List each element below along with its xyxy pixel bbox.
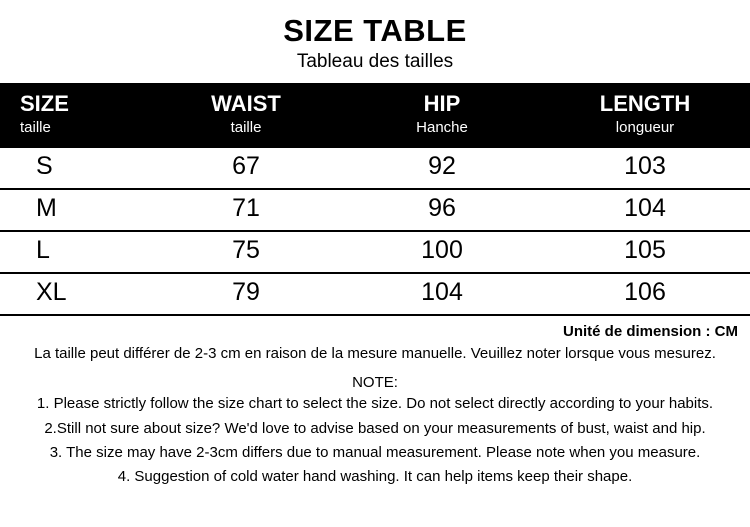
column-header-length	[540, 83, 750, 148]
cell-hip: 104	[344, 273, 540, 315]
column-header-hip-main: HIP	[423, 90, 461, 116]
table-row	[0, 189, 750, 231]
cell-hip: 96	[344, 189, 540, 231]
cell-size: S	[0, 148, 148, 189]
table-row	[0, 231, 750, 273]
page-title: SIZE TABLE	[283, 13, 467, 48]
cell-waist: 75	[148, 231, 344, 273]
table-header	[0, 83, 750, 148]
cell-size: L	[0, 231, 148, 273]
column-header-waist	[148, 83, 344, 148]
column-header-hip-sub: Hanche	[416, 119, 468, 137]
column-header-size	[0, 83, 148, 148]
cell-waist: 79	[148, 273, 344, 315]
table-header-row	[0, 83, 750, 148]
list-item: 2.Still not sure about size? We'd love to advise based on your measurements of bust, waist and hip.	[44, 419, 706, 437]
note-heading: NOTE:	[352, 374, 398, 392]
unit-note: Unité de dimension : CM	[562, 322, 738, 340]
list-item: 1. Please strictly follow the size chart to select the size. Do not select directly according to your habits.	[36, 395, 714, 413]
column-header-size-sub: taille	[20, 119, 51, 137]
cell-waist: 67	[148, 148, 344, 189]
title-block	[0, 0, 750, 73]
cell-size: M	[0, 189, 148, 231]
size-table	[0, 83, 750, 316]
column-header-waist-main: WAIST	[211, 90, 281, 116]
cell-hip: 92	[344, 148, 540, 189]
column-header-size-main: SIZE	[20, 90, 69, 116]
list-item: 4. Suggestion of cold water hand washing. It can help items keep their shape.	[117, 468, 633, 486]
cell-length: 105	[540, 231, 750, 273]
cell-size: XL	[0, 273, 148, 315]
table-body	[0, 148, 750, 315]
cell-hip: 100	[344, 231, 540, 273]
cell-length: 103	[540, 148, 750, 189]
list-item: 3. The size may have 2-3cm differs due to manual measurement. Please note when you measure.	[49, 444, 701, 462]
cell-waist: 71	[148, 189, 344, 231]
column-header-length-sub: longueur	[615, 119, 675, 137]
table-row	[0, 273, 750, 315]
page-subtitle: Tableau des tailles	[296, 51, 454, 73]
column-header-waist-sub: taille	[230, 119, 262, 137]
column-header-hip	[344, 83, 540, 148]
table-row	[0, 148, 750, 189]
measure-note: La taille peut différer de 2-3 cm en raison de la mesure manuelle. Veuillez noter lorsque vous mesurez.	[34, 344, 716, 362]
cell-length: 104	[540, 189, 750, 231]
note-list	[0, 392, 750, 489]
cell-length: 106	[540, 273, 750, 315]
column-header-length-main: LENGTH	[599, 90, 691, 116]
